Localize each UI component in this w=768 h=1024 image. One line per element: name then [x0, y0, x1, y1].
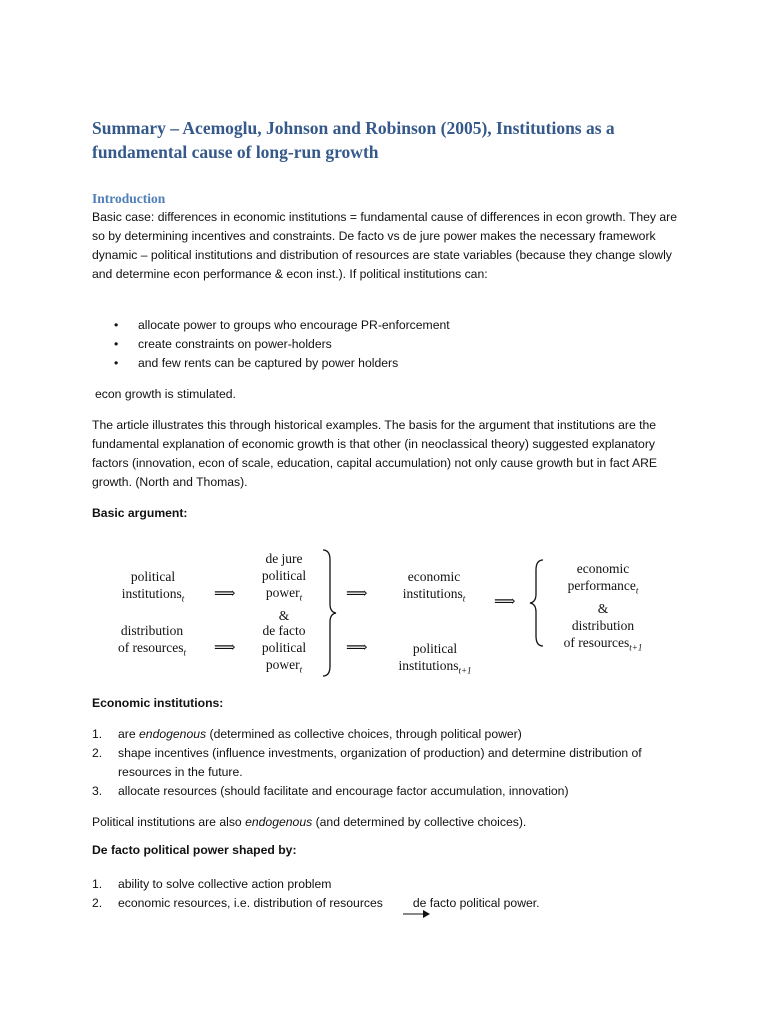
diagram-de-jure-power: de jure political power$_t$ & [261, 551, 307, 623]
growth-line: econ growth is stimulated. [95, 387, 236, 401]
list-item: 2. shape incentives (influence investments, organization of production) and determine distribution of resources in the future. [92, 746, 642, 779]
diagram-outcomes: economic performance$_t$ & distribution of resources$_{t+1}$ [563, 561, 643, 653]
intro-heading: Introduction [92, 191, 166, 206]
article-paragraph: The article illustrates this through historical examples. The basis for the argument that institutions are the fundamental explanation of economic growth is that other (in neoclassical theory) suggested explanatory factors (innovation, econ of scale, education, capital accumulation) not only cause growth but in fact ARE growth. (North and Thomas). [92, 418, 658, 489]
diagram-brace [318, 548, 338, 678]
economic-institutions-heading: Economic institutions: [92, 696, 224, 710]
list-item: 1. ability to solve collective action problem [92, 877, 332, 891]
basic-argument-heading: Basic argument: [92, 506, 188, 520]
list-item: 3. allocate resources (should facilitate and encourage factor accumulation, innovation) [92, 784, 569, 798]
de-facto-list [92, 875, 682, 913]
list-item: 2. economic resources, i.e. distribution of resources de facto political power. [92, 896, 540, 910]
diagram-de-facto-power: de facto political power$_t$ [261, 623, 307, 675]
implies-arrow: ⟹ [346, 584, 368, 602]
list-item: 1. are endogenous (determined as collective choices, through political power) [92, 727, 522, 741]
implies-arrow: ⟹ [346, 638, 368, 656]
diagram-economic-institutions: economic institutions$_t$ [402, 569, 466, 604]
implies-arrow: ⟹ [494, 592, 516, 610]
diagram-brace-left [528, 558, 548, 648]
list-item: • create constraints on power-holders [114, 337, 332, 351]
implies-arrow: ⟹ [214, 638, 236, 656]
conditions-list [92, 316, 450, 373]
arrow-right-icon [402, 908, 432, 920]
political-institutions-note: Political institutions are also endogenous (and determined by collective choices). [92, 815, 527, 829]
page-title: Summary – Acemoglu, Johnson and Robinson (2005), Institutions as a fundamental cause of long-run growth [92, 118, 615, 162]
diagram-distribution-resources: distribution of resources$_t$ [117, 623, 187, 658]
list-item: • and few rents can be captured by power holders [114, 356, 399, 370]
intro-paragraph: Basic case: differences in economic institutions = fundamental cause of differences in econ growth. They are so by determining incentives and constraints. De facto vs de jure power makes the necessary framework dynamic – political institutions and distribution of resources are state variables (because they change slowly and determine econ performance & econ inst.). If political institutions can: [92, 210, 677, 281]
diagram-political-institutions: political institutions$_t$ [121, 569, 185, 604]
economic-institutions-list [92, 725, 682, 801]
de-facto-heading: De facto political power shaped by: [92, 843, 297, 857]
diagram-political-institutions-next: political institutions$_{t+1}$ [398, 641, 472, 676]
implies-arrow: ⟹ [214, 584, 236, 602]
list-item: • allocate power to groups who encourage PR-enforcement [114, 318, 450, 332]
